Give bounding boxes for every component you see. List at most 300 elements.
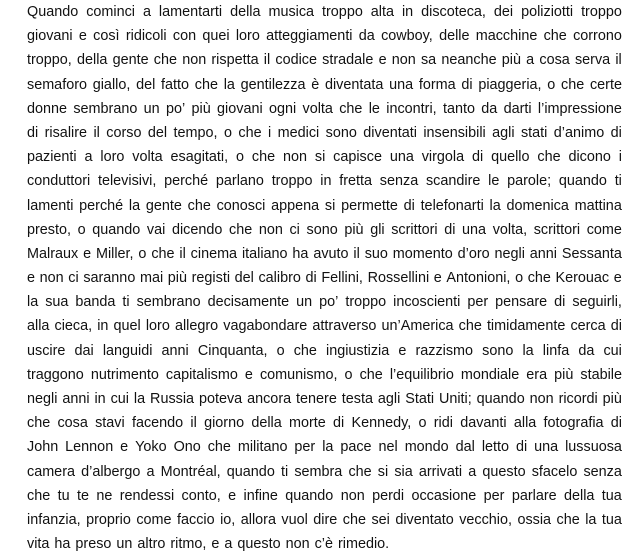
word: la — [133, 391, 146, 407]
word: parlare — [511, 487, 557, 504]
word: o — [236, 149, 245, 166]
word: si — [314, 149, 326, 166]
word: che — [342, 511, 366, 528]
word: attraverso — [312, 318, 377, 335]
word: medici — [277, 124, 320, 141]
word: che — [348, 463, 372, 480]
word: Malraux — [27, 245, 79, 262]
word: quello — [491, 149, 530, 166]
word: John — [27, 439, 59, 456]
word: tua — [601, 487, 622, 504]
word: dicendo — [171, 221, 223, 238]
word: stati — [520, 124, 548, 141]
word: o — [77, 221, 86, 238]
word: del — [136, 76, 156, 93]
word: di — [333, 415, 345, 432]
word: dire — [313, 511, 338, 528]
word: Rossellini — [367, 270, 430, 287]
word: ancora — [247, 391, 292, 407]
word: che — [251, 149, 276, 166]
word: calibro — [258, 270, 301, 287]
word: che — [458, 318, 482, 335]
word: con — [172, 28, 197, 45]
word: per — [467, 294, 489, 311]
word: capitalismo — [165, 366, 238, 383]
word: infine — [243, 487, 278, 504]
text-line — [27, 145, 622, 169]
word: Cinquanta, — [197, 342, 268, 359]
word: la — [322, 439, 334, 456]
word: a — [84, 149, 93, 166]
text-line — [27, 363, 622, 387]
word: che — [27, 487, 51, 504]
word: Montréal, — [160, 463, 221, 480]
word: agli — [492, 124, 515, 141]
word: cowboy, — [381, 28, 433, 45]
word: non — [182, 52, 207, 69]
text-line — [27, 242, 622, 266]
word: del — [147, 124, 168, 141]
word: loro — [100, 149, 125, 166]
word: Fellini, — [321, 270, 363, 287]
word: troppo — [271, 173, 313, 190]
word: perché — [79, 197, 124, 214]
word: in — [97, 318, 109, 335]
word: lamenti — [27, 197, 74, 214]
word: conto, — [181, 487, 221, 504]
word: alla — [513, 415, 537, 432]
word: quel — [113, 318, 141, 335]
word: e — [228, 487, 237, 504]
word: ti — [614, 173, 622, 190]
word: o — [418, 415, 427, 432]
word: arrivati — [418, 463, 463, 480]
word: scandire — [425, 173, 481, 190]
word: non — [282, 149, 307, 166]
text-line — [27, 460, 622, 484]
word: dicono — [568, 149, 611, 166]
word: macchine — [475, 28, 538, 45]
word: che — [527, 270, 551, 287]
word: sono — [482, 342, 514, 359]
word: letto — [481, 439, 510, 456]
word: e — [27, 270, 36, 287]
word: per — [483, 487, 505, 504]
word: gente — [145, 197, 182, 214]
word: che — [537, 149, 561, 166]
word: più — [602, 391, 622, 407]
word: parole; — [507, 173, 552, 190]
word: quando — [92, 221, 141, 238]
word: e — [613, 270, 622, 287]
word: certe — [589, 76, 622, 93]
word: e — [83, 245, 92, 262]
word: anni — [529, 245, 558, 262]
text-line — [27, 266, 622, 290]
word: più — [167, 270, 187, 287]
word: rendessi — [119, 487, 175, 504]
word: di — [27, 124, 39, 141]
word: comunismo, — [259, 366, 338, 383]
word: d’albergo — [81, 463, 141, 480]
word: troppo — [581, 4, 622, 20]
word: così — [93, 28, 120, 45]
word: incontri, — [386, 100, 437, 117]
word: languidi — [102, 342, 153, 359]
word: lamentarti — [158, 4, 223, 20]
text-line — [27, 169, 622, 193]
word: permette — [341, 197, 398, 214]
word: davanti — [460, 415, 507, 432]
word: la — [585, 511, 597, 528]
word: sfacelo — [531, 463, 578, 480]
word: gli — [370, 221, 385, 238]
word: un — [143, 100, 160, 117]
word: Uniti; — [438, 391, 472, 407]
text-line: vita ha preso un altro ritmo, e a questo non c’è rimedio. — [27, 536, 390, 553]
word: allora — [240, 511, 276, 528]
word: le — [368, 100, 380, 117]
text-line — [27, 24, 622, 48]
word: vuol — [281, 511, 308, 528]
text-line — [27, 314, 622, 338]
word: alta — [370, 4, 394, 20]
text-line — [27, 435, 622, 459]
word: l’equilibrio — [389, 366, 454, 383]
word: o — [547, 76, 556, 93]
word: il — [93, 124, 100, 141]
word: rispetta — [211, 52, 259, 69]
word: quando — [226, 463, 275, 480]
word: diventati — [363, 124, 417, 141]
word: dei — [493, 4, 514, 20]
word: in — [401, 4, 414, 20]
word: di — [444, 221, 456, 238]
word: militano — [237, 439, 288, 456]
word: seguirli, — [572, 294, 622, 311]
word: sei — [371, 511, 390, 528]
word: ti — [122, 294, 130, 311]
word: a — [526, 52, 535, 69]
word: telefonarti — [420, 197, 484, 214]
word: che — [561, 76, 585, 93]
word: cinema — [190, 245, 238, 262]
word: che — [293, 342, 317, 359]
word: gentilezza — [240, 76, 306, 93]
word: pace — [340, 439, 372, 456]
word: i — [618, 149, 622, 166]
word: registi — [191, 270, 231, 287]
word: e — [398, 342, 407, 359]
word: per — [294, 439, 316, 456]
word: insensibili — [423, 124, 486, 141]
word: faccio — [177, 511, 215, 528]
word: non — [340, 487, 365, 504]
word: diventata — [324, 76, 384, 93]
word: più — [501, 52, 521, 69]
word: atteggiamenti — [266, 28, 353, 45]
word: traggono — [27, 366, 84, 383]
word: fotografia — [543, 415, 604, 432]
word: gente — [112, 52, 149, 69]
word: corrono — [573, 28, 622, 45]
word: parlano — [215, 173, 264, 190]
word: che — [543, 28, 567, 45]
word: sembrano — [73, 100, 138, 117]
word: più — [554, 366, 574, 383]
word: pazienti — [27, 149, 77, 166]
word: sono — [306, 221, 338, 238]
word: di — [610, 415, 622, 432]
word: italiano — [241, 245, 288, 262]
word: giovani — [27, 28, 73, 45]
word: a — [468, 463, 477, 480]
word: cieca, — [54, 318, 93, 335]
word: che — [27, 415, 51, 432]
word: d’oro — [457, 245, 490, 262]
text-line — [27, 97, 622, 121]
word: perché — [164, 173, 209, 190]
word: conosci — [216, 197, 266, 214]
word: loro — [235, 28, 260, 45]
word: suo — [364, 245, 388, 262]
word: volta — [132, 149, 163, 166]
word: vagabondare — [223, 318, 308, 335]
word: la — [128, 197, 141, 214]
word: il — [615, 52, 622, 69]
word: linfa — [542, 342, 570, 359]
word: agli — [377, 391, 401, 407]
word: ridi — [433, 415, 453, 432]
word: era — [526, 366, 548, 383]
word: giovani — [217, 100, 263, 117]
word: infanzia, — [27, 511, 81, 528]
text-line — [27, 290, 622, 314]
word: senza — [583, 463, 622, 480]
paragraph — [27, 0, 622, 556]
word: o — [515, 270, 524, 287]
word: in — [94, 391, 106, 407]
word: di — [515, 439, 528, 456]
word: dai — [74, 342, 94, 359]
text-line — [27, 0, 622, 24]
word: sembra — [294, 463, 343, 480]
word: stavi — [95, 415, 125, 432]
word: darti — [503, 100, 532, 117]
word: ne — [96, 487, 113, 504]
word: che — [194, 76, 218, 93]
word: il — [190, 415, 197, 432]
word: vecchio, — [459, 511, 512, 528]
word: facendo — [131, 415, 184, 432]
word: po’ — [165, 100, 186, 117]
word: di — [305, 270, 317, 287]
word: sua — [45, 294, 69, 311]
word: vai — [146, 221, 166, 238]
word: stradale — [322, 52, 374, 69]
word: domenica — [506, 197, 569, 214]
word: presto, — [27, 221, 71, 238]
word: e — [78, 28, 87, 45]
word: che — [187, 197, 211, 214]
text-line — [27, 194, 622, 218]
word: codice — [275, 52, 317, 69]
word: Miller, — [95, 245, 134, 262]
word: l’impressione — [537, 100, 622, 117]
word: cominci — [86, 4, 135, 20]
word: ogni — [268, 100, 297, 117]
word: razzismo — [415, 342, 474, 359]
word: ricordi — [558, 391, 598, 407]
word: sembrano — [136, 294, 201, 311]
word: una — [389, 76, 414, 93]
word: ha — [292, 245, 309, 262]
word: cosa — [539, 52, 570, 69]
word: cui — [603, 342, 622, 359]
word: virgola — [421, 149, 465, 166]
word: decisamente — [207, 294, 290, 311]
word: si — [324, 197, 336, 214]
word: appena — [271, 197, 320, 214]
word: scrittori — [533, 221, 581, 238]
word: timidamente — [486, 318, 566, 335]
word: tenere — [296, 391, 337, 407]
word: della — [251, 415, 282, 432]
word: Lennon — [65, 439, 114, 456]
word: alla — [27, 318, 50, 335]
word: e — [120, 439, 129, 456]
word: loro — [145, 318, 170, 335]
word: quando — [558, 173, 607, 190]
word: corso — [106, 124, 142, 141]
word: Quando — [27, 4, 79, 20]
word: da — [481, 100, 498, 117]
word: piaggeria, — [478, 76, 542, 93]
word: non — [258, 221, 283, 238]
word: che — [151, 245, 175, 262]
word: discoteca, — [421, 4, 486, 20]
word: delle — [439, 28, 470, 45]
text-line — [27, 339, 622, 363]
text-line — [27, 508, 622, 532]
word: neanche — [441, 52, 497, 69]
word: fatto — [161, 76, 190, 93]
text-line — [27, 121, 622, 145]
word: anni — [161, 342, 189, 359]
word: mondo — [404, 439, 449, 456]
word: musica — [268, 4, 315, 20]
word: capisce — [333, 149, 382, 166]
word: e — [378, 52, 387, 69]
word: il — [179, 245, 186, 262]
word: occasione — [411, 487, 477, 504]
word: di — [403, 197, 415, 214]
word: banda — [75, 294, 116, 311]
word: si — [377, 463, 389, 480]
word: un — [296, 294, 313, 311]
word: che — [556, 511, 580, 528]
word: giallo, — [92, 76, 131, 93]
word: una — [534, 439, 559, 456]
word: che — [339, 100, 363, 117]
text-line — [27, 48, 622, 72]
word: il — [263, 52, 271, 69]
word: e — [433, 270, 442, 287]
word: perdi — [372, 487, 405, 504]
text-line — [27, 411, 622, 435]
word: più — [191, 100, 211, 117]
word: cerca — [570, 318, 606, 335]
word: fretta — [339, 173, 373, 190]
word: stabile — [580, 366, 622, 383]
word: o — [344, 366, 353, 383]
word: tua — [601, 511, 622, 528]
word: tu — [57, 487, 70, 504]
word: anni — [62, 391, 90, 407]
word: a — [142, 4, 151, 20]
word: Stati — [405, 391, 435, 407]
word: la — [223, 76, 235, 93]
word: troppo — [345, 294, 387, 311]
word: serva — [574, 52, 611, 69]
word: a — [146, 463, 155, 480]
word: il — [353, 245, 360, 262]
text-line — [27, 484, 622, 508]
word: ci — [68, 270, 79, 287]
word: morte — [289, 415, 326, 432]
word: troppo — [322, 4, 363, 20]
word: momento — [392, 245, 453, 262]
word: sia — [394, 463, 413, 480]
word: o — [138, 245, 147, 262]
word: proprio — [86, 511, 131, 528]
word: te — [76, 487, 89, 504]
word: in — [320, 173, 332, 190]
word: testa — [341, 391, 373, 407]
word: cui — [110, 391, 129, 407]
word: è — [311, 76, 320, 93]
word: di — [554, 294, 566, 311]
word: di — [472, 149, 484, 166]
word: Antonioni, — [446, 270, 511, 287]
word: la — [489, 197, 501, 214]
word: che — [153, 52, 177, 69]
word: scrittori — [391, 221, 438, 238]
word: televisivi, — [97, 173, 157, 190]
word: uscire — [27, 342, 66, 359]
word: Russia — [150, 391, 195, 407]
word: i — [268, 124, 272, 141]
word: la — [522, 342, 534, 359]
word: allegro — [174, 318, 219, 335]
word: dal — [455, 439, 475, 456]
word: cosa — [57, 415, 88, 432]
word: non — [529, 391, 554, 407]
word: nel — [378, 439, 398, 456]
word: troppo, — [27, 52, 72, 69]
word: mattina — [574, 197, 622, 214]
word: da — [578, 342, 595, 359]
word: volta, — [492, 221, 528, 238]
text-line — [27, 387, 622, 411]
word: come — [586, 221, 622, 238]
word: giorno — [204, 415, 245, 432]
word: che — [207, 439, 231, 456]
word: negli — [27, 391, 58, 407]
word: Ono — [173, 439, 201, 456]
word: ossia — [517, 511, 552, 528]
word: avuto — [313, 245, 349, 262]
